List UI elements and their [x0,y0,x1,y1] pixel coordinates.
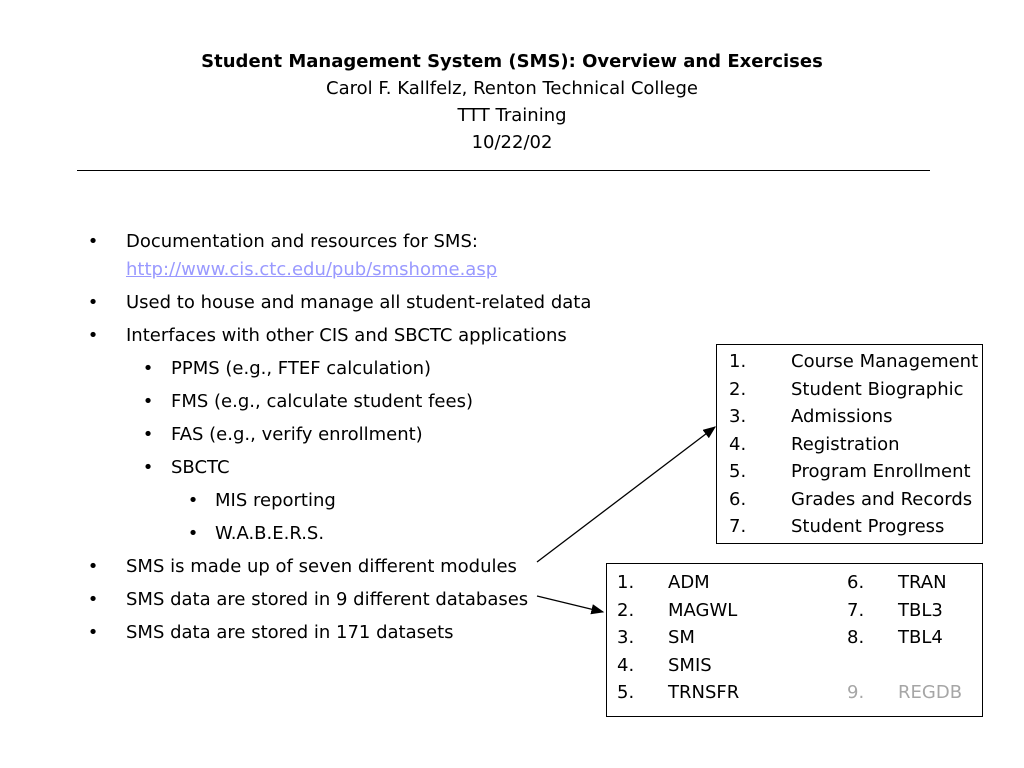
bullet-text: MIS reporting [215,490,336,511]
database-number: 4. [617,654,635,676]
bullet-dot-icon: • [142,457,154,478]
arrow-to-databases [537,596,603,612]
database-label: TBL3 [898,599,943,621]
bullet-text: Used to house and manage all student-related data [126,292,592,313]
bullet-dot-icon: • [187,523,199,544]
bullet-text: SMS is made up of seven different modules [126,556,517,577]
bullet-dot-icon: • [187,490,199,511]
author-line: Carol F. Kallfelz, Renton Technical College [326,78,698,99]
database-number: 7. [847,599,865,621]
module-number: 6. [729,488,747,510]
database-label: REGDB [898,682,963,703]
arrow-to-modules [537,427,715,562]
event-line: TTT Training [457,105,567,126]
bullet-text: Documentation and resources for SMS: [126,231,478,252]
module-label: Student Progress [791,516,945,537]
bullet-dot-icon: • [87,622,99,643]
database-number: 8. [847,627,865,648]
database-number: 9. [847,682,865,703]
bullet-text: Interfaces with other CIS and SBCTC applications [126,325,567,346]
bullet-dot-icon: • [87,325,99,346]
database-number: 1. [617,572,635,593]
database-number: 3. [617,627,635,648]
module-label: Grades and Records [791,488,973,510]
database-label: SM [668,627,695,648]
bullet-text: SBCTC [171,457,230,478]
module-label: Registration [791,433,900,455]
bullet-text: W.A.B.E.R.S. [215,523,325,544]
database-number: 5. [617,682,635,703]
module-label: Course Management [791,351,979,372]
database-label: SMIS [668,654,712,676]
date-line: 10/22/02 [471,132,553,153]
bullet-dot-icon: • [87,292,99,313]
database-number: 6. [847,572,865,593]
bullet-dot-icon: • [87,589,99,610]
module-number: 1. [729,351,747,372]
database-label: TRNSFR [668,682,740,703]
bullet-text: SMS data are stored in 9 different databases [126,589,529,610]
database-label: ADM [668,572,710,593]
module-number: 5. [729,461,747,482]
bullet-text: PPMS (e.g., FTEF calculation) [171,358,432,379]
bullet-text: SMS data are stored in 171 datasets [126,622,454,643]
bullet-dot-icon: • [87,231,99,252]
bullet-text: FMS (e.g., calculate student fees) [171,391,473,412]
bullet-dot-icon: • [142,358,154,379]
slide-title: Student Management System (SMS): Overview and Exercises [201,51,823,72]
database-number: 2. [617,599,635,621]
module-number: 7. [729,516,747,537]
module-label: Admissions [791,406,893,427]
module-number: 2. [729,378,747,400]
module-label: Student Biographic [791,378,964,400]
database-label: MAGWL [668,599,738,621]
bullet-text: FAS (e.g., verify enrollment) [171,424,423,445]
module-number: 4. [729,433,747,455]
database-label: TBL4 [898,627,943,648]
bullet-dot-icon: • [142,424,154,445]
bullet-dot-icon: • [142,391,154,412]
sms-home-link[interactable]: http://www.cis.ctc.edu/pub/smshome.asp [126,259,498,280]
database-label: TRAN [898,572,947,593]
module-label: Program Enrollment [791,461,971,482]
bullet-dot-icon: • [87,556,99,577]
module-number: 3. [729,406,747,427]
